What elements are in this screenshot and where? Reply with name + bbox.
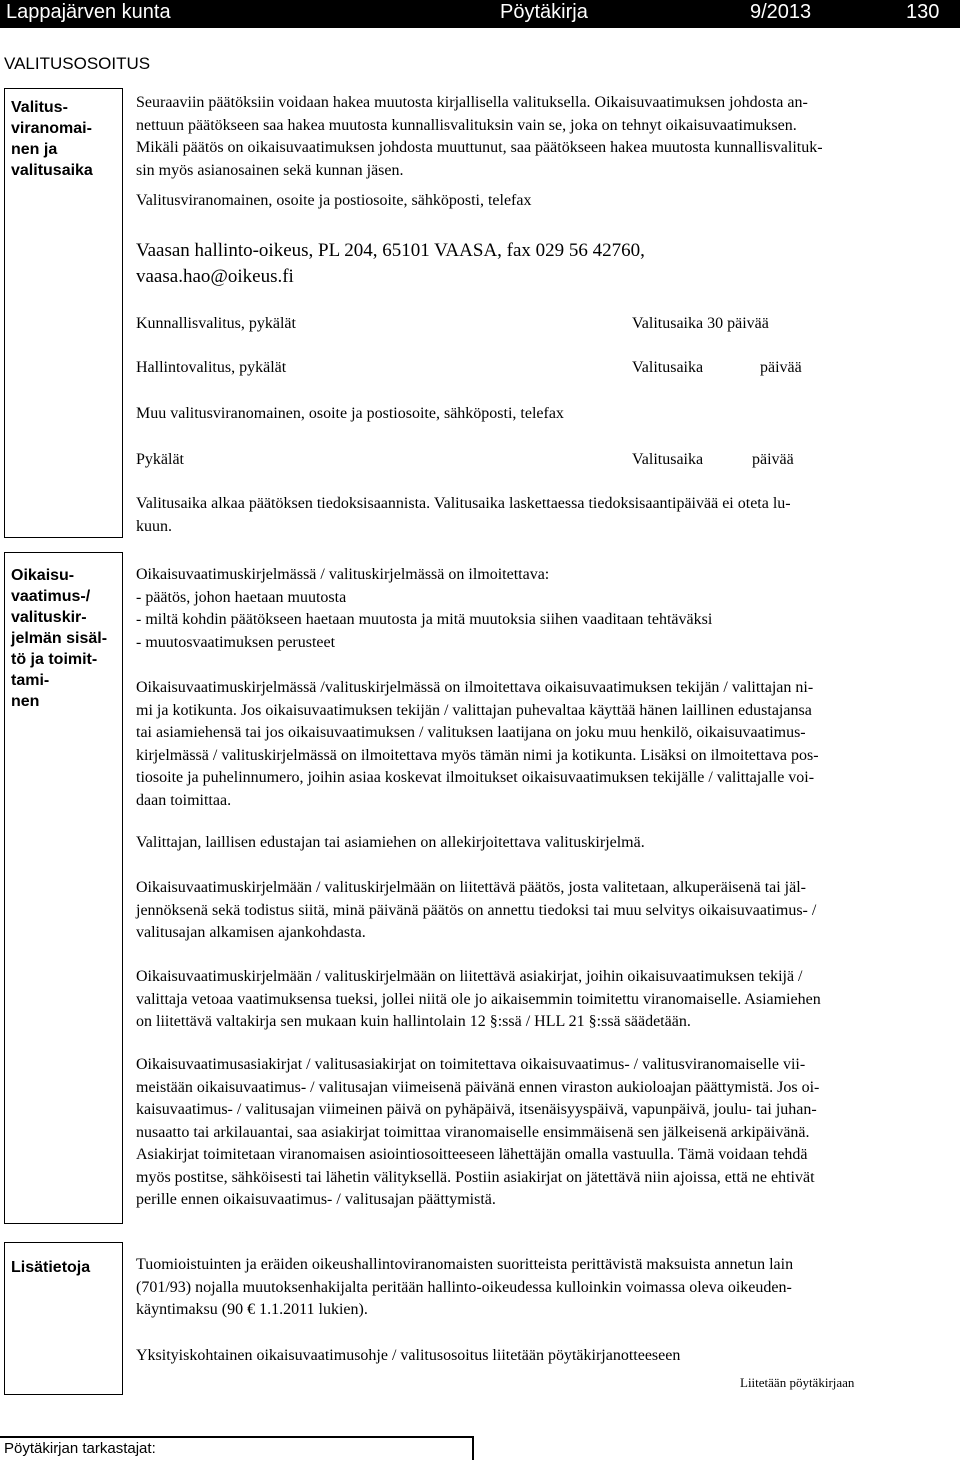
text-line: mi ja kotikunta. Jos oikaisuvaatimuksen tekijän / valittajan puhevaltaa käyttää hänen laillinen edustajansa bbox=[136, 701, 812, 719]
reviewers-label: Pöytäkirjan tarkastajat: bbox=[4, 1440, 156, 1457]
text-line: - päätös, johon haetaan muutosta bbox=[136, 588, 347, 606]
text-line: Oikaisuvaatimuskirjelmässä /valituskirjelmässä on ilmoitettava oikaisuvaatimuksen tekijän / valittajan ni- bbox=[136, 679, 814, 696]
authority-heading: Valitusviranomainen, osoite ja postiosoite, sähköposti, telefax bbox=[136, 192, 532, 209]
text-line: Valittajan, laillisen edustajan tai asiamiehen on allekirjoitettava valituskirjelmä. bbox=[136, 834, 645, 851]
page-number: 130 bbox=[906, 1, 940, 23]
label-box-additional-info bbox=[4, 1242, 123, 1395]
issue-number: 9/2013 bbox=[750, 1, 812, 23]
section-title: VALITUSOSOITUS bbox=[4, 54, 151, 73]
text-line: myös postitse, sähköisesti tai lähetin välityksellä. Postiin asiakirjat on jätettävä niin ajoissa, että ne ehtivät bbox=[136, 1168, 815, 1186]
text-line: - miltä kohdin päätökseen haetaan muutosta ja mitä muutoksia siihen vaaditaan tehtäväksi bbox=[136, 611, 713, 628]
text-line: tai asiamiehensä tai jos oikaisuvaatimuksen / valituksen laatijana on joku muu henkilö, oikaisuvaatimus- bbox=[136, 724, 806, 741]
admin-appeal-period-unit: päivää bbox=[760, 359, 802, 376]
text-line: valitusajan alkamisen ajankohdasta. bbox=[136, 924, 366, 941]
admin-appeal-label: Hallintovalitus, pykälät bbox=[136, 359, 287, 376]
other-period-unit: päivää bbox=[752, 451, 794, 468]
appeal-intro bbox=[136, 92, 823, 182]
label-additional-info: Lisätietoja bbox=[11, 1259, 91, 1276]
text-line: kuun. bbox=[136, 517, 172, 535]
text-line: nusaatto tai arkilauantai, saa asiakirjat toimittaa viranomaiselle ensimmäisenä sen jälkeisenä arkipäivänä. bbox=[136, 1123, 810, 1141]
content-para-2 bbox=[136, 677, 819, 812]
municipal-appeal-label: Kunnallisvalitus, pykälät bbox=[136, 315, 296, 332]
text-line: on liitettävä valtakirja sen mukaan kuin hallintolain 12 §:ssä / HLL 21 §:ssä säädetään. bbox=[136, 1013, 691, 1030]
text-line: nettuun päätökseen saa hakea muutosta kunnallisvalituksin vain se, joka on tehnyt oikaisuvaatimuksen. bbox=[136, 116, 797, 134]
text-line: Oikaisuvaatimuskirjelmään / valituskirjelmään on liitettävä päätös, josta valitetaan, alkuperäisenä tai jäl- bbox=[136, 879, 806, 896]
text-line: Asiakirjat toimitetaan viranomaisen asiointiosoitteeseen lähettäjän omalla vastuulla. Tämä voidaan tehdä bbox=[136, 1146, 808, 1163]
text-line: Oikaisuvaatimusasiakirjat / valitusasiakirjat on toimitettava oikaisuvaatimus- / valitusviranomaiselle vii- bbox=[136, 1056, 806, 1073]
info-para-2: Yksityiskohtainen oikaisuvaatimusohje / valitusosoitus liitetään pöytäkirjanotteeseen bbox=[136, 1347, 681, 1364]
municipality-name: Lappajärven kunta bbox=[6, 1, 171, 23]
footer-rule bbox=[0, 1436, 473, 1438]
label-appeal-content: Oikaisu- vaatimus-/ valituskir- jelmän sisäl- tö ja toimit- tami- nen bbox=[11, 567, 108, 710]
label-box-appeal-authority bbox=[4, 88, 123, 538]
footer-divider bbox=[472, 1436, 474, 1460]
info-para-1 bbox=[136, 1254, 793, 1322]
text-line: valittaja vetoaa vaatimuksensa tueksi, jollei niitä ole jo aikaisemmin toimitettu viranomaiselle. Asiamiehen bbox=[136, 990, 821, 1008]
authority-address-line: Vaasan hallinto-oikeus, PL 204, 65101 VAASA, fax 029 56 42760, bbox=[136, 240, 645, 261]
content-para-5 bbox=[136, 966, 821, 1034]
text-line: Valitusaika alkaa päätöksen tiedoksisaannista. Valitusaika laskettaessa tiedoksisaantipäivää ei oteta lu- bbox=[136, 495, 791, 512]
content-para-1 bbox=[136, 564, 712, 654]
text-line: Tuomioistuinten ja eräiden oikeushallintoviranomaisten suoritteista perittävistä maksuista annetun lain bbox=[136, 1256, 794, 1273]
text-line: kirjelmässä / valituskirjelmässä on ilmoitettava myös tämän nimi ja kotikunta. Lisäksi on ilmoitettava pos- bbox=[136, 746, 819, 764]
other-period-label: Valitusaika bbox=[632, 451, 704, 468]
text-line: tiosoite ja puhelinnumero, joihin asiaa koskevat ilmoitukset oikaisuvaatimuksen tekijälle / valittajalle voi- bbox=[136, 769, 815, 786]
text-line: perille ennen oikaisuvaatimus- / valitusajan päättymistä. bbox=[136, 1191, 496, 1208]
other-sections-label: Pykälät bbox=[136, 451, 184, 468]
text-line: - muutosvaatimuksen perusteet bbox=[136, 633, 336, 651]
text-line: daan toimittaa. bbox=[136, 791, 232, 809]
appeal-start-note bbox=[136, 493, 791, 538]
text-line: Oikaisuvaatimuskirjelmään / valituskirjelmään on liitettävä asiakirjat, joihin oikaisuvaatimuksen tekijä / bbox=[136, 968, 803, 985]
label-appeal-authority: Valitus- viranomai- nen ja valitusaika bbox=[11, 99, 93, 179]
text-line: meistään oikaisuvaatimus- / valitusajan viimeisenä päivänä ennen viraston aukioloajan päättymistä. Jos oi- bbox=[136, 1078, 820, 1096]
other-authority-heading: Muu valitusviranomainen, osoite ja postiosoite, sähköposti, telefax bbox=[136, 405, 564, 422]
authority-email: vaasa.hao@oikeus.fi bbox=[136, 266, 294, 287]
content-para-3 bbox=[136, 832, 645, 855]
admin-appeal-period-label: Valitusaika bbox=[632, 359, 704, 376]
text-line: Seuraaviin päätöksiin voidaan hakea muutosta kirjallisella valituksella. Oikaisuvaatimuksen johdosta an- bbox=[136, 94, 808, 111]
municipal-appeal-period: Valitusaika 30 päivää bbox=[632, 315, 769, 332]
content-para-6 bbox=[136, 1054, 819, 1212]
document-type: Pöytäkirja bbox=[500, 1, 588, 23]
text-line: (701/93) nojalla muutoksenhakijalta peritään hallinto-oikeudessa kulloinkin voimassa oleva oikeuden- bbox=[136, 1278, 792, 1296]
text-line: Mikäli päätös on oikaisuvaatimuksen johdosta muuttunut, saa päätökseen hakea muutosta kunnallisvalituk- bbox=[136, 139, 823, 156]
text-line: sin myös asianosainen sekä kunnan jäsen. bbox=[136, 161, 404, 179]
page-header bbox=[0, 0, 960, 28]
text-line: kaisuvaatimus- / valitusajan viimeinen päivä on pyhäpäivä, itsenäisyyspäivä, vapunpäivä, joulu- tai juhan- bbox=[136, 1101, 817, 1118]
authority-address bbox=[136, 238, 645, 290]
text-line: käyntimaksu (90 € 1.1.2011 lukien). bbox=[136, 1301, 368, 1318]
text-line: jennöksenä sekä todistus siitä, minä päivänä päätös on annettu tiedoksi tai muu selvitys oikaisuvaatimus- / bbox=[136, 901, 817, 919]
content-para-4 bbox=[136, 877, 816, 945]
text-line: Oikaisuvaatimuskirjelmässä / valituskirjelmässä on ilmoitettava: bbox=[136, 566, 550, 583]
label-box-appeal-content bbox=[4, 552, 123, 1224]
attachment-note: Liitetään pöytäkirjaan bbox=[740, 1375, 855, 1390]
